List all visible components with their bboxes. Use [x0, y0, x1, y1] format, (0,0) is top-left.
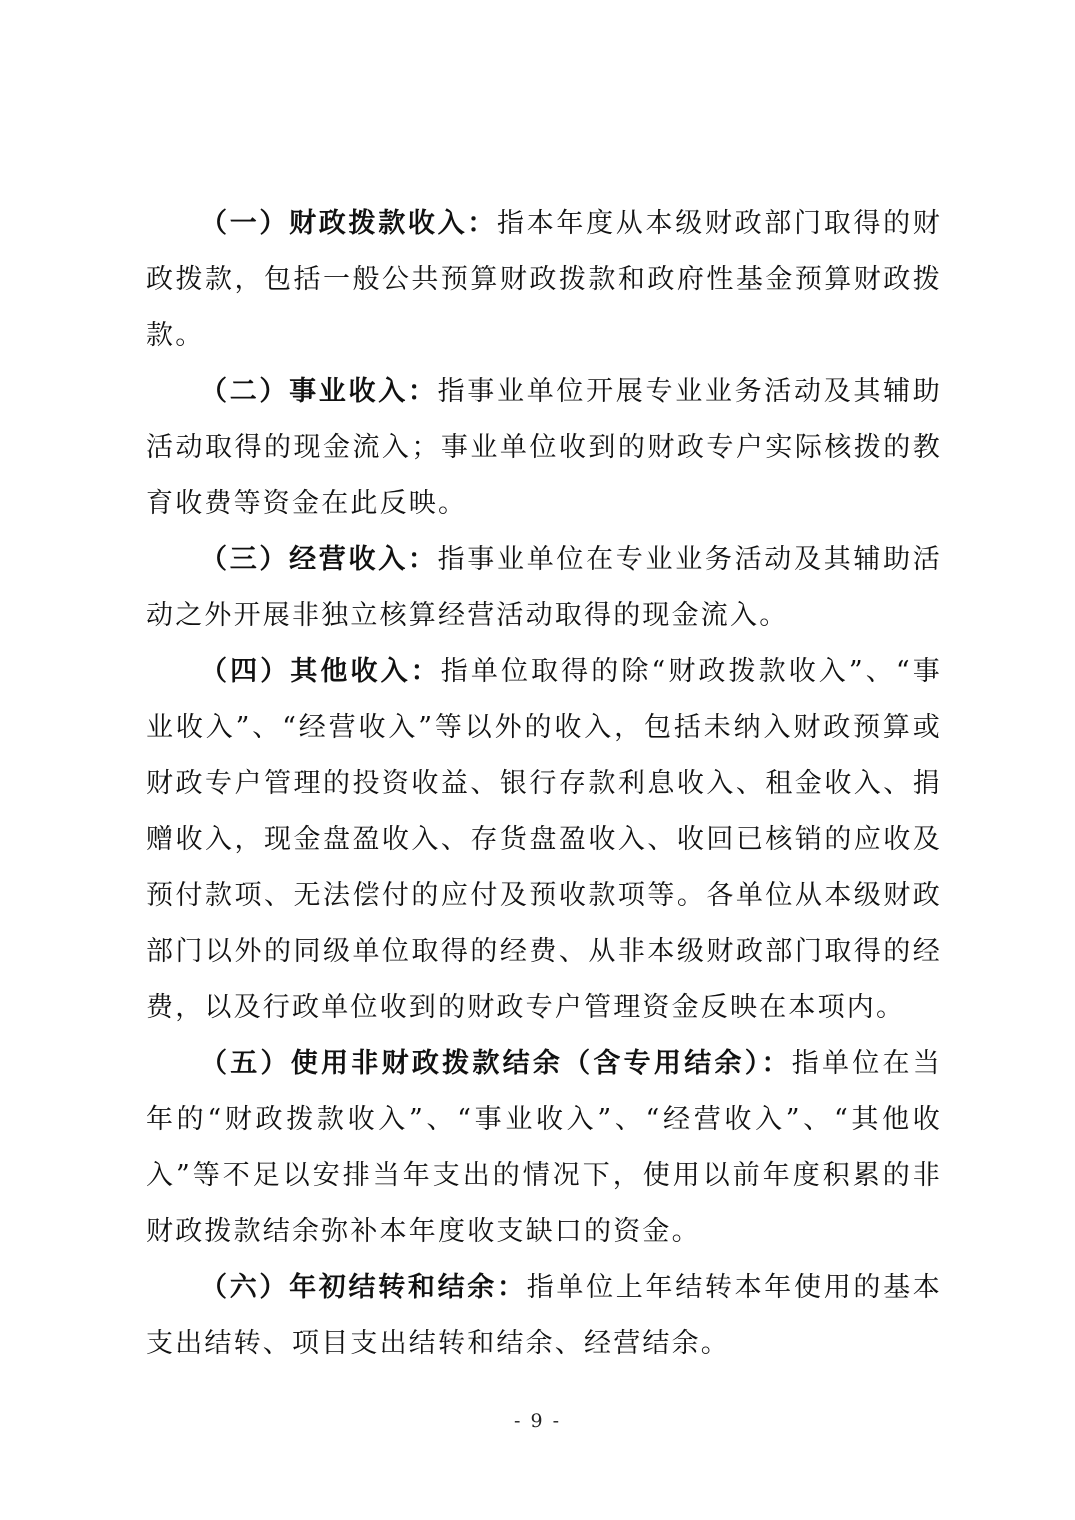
paragraph-text: 指单位取得的除“财政拨款收入”、“事业收入”、“经营收入”等以外的收入，包括未纳入财政预算或财政专户管理的投资收益、银行存款利息收入、租金收入、捐赠收入，现金盘盈收入、存货盘盈收入、收回已核销的应收及预付款项、无法偿付的应付及预收款项等。各单位从本级财政部门以外的同级单位取得的经费、从非本级财政部门取得的经费，以及行政单位收到的财政专户管理资金反映在本项内。: [146, 656, 942, 1023]
paragraph-text: 指单位在当年的“财政拨款收入”、“事业收入”、“经营收入”、“其他收入”等不足以安排当年支出的情况下，使用以前年度积累的非财政拨款结余弥补本年度收支缺口的资金。: [146, 1048, 942, 1247]
paragraph-heading: （三）经营收入：: [200, 544, 438, 575]
paragraph-business-income: [146, 364, 942, 532]
paragraph-heading: （二）事业收入：: [200, 376, 438, 407]
paragraph-non-fiscal-balance-use: [146, 1036, 942, 1260]
paragraph-text: 指本年度从本级财政部门取得的财政拨款，包括一般公共预算财政拨款和政府性基金预算财政拨款。: [146, 208, 942, 351]
paragraph-fiscal-appropriation-income: [146, 196, 942, 364]
paragraph-heading: （四）其他收入：: [200, 656, 441, 687]
paragraph-heading: （六）年初结转和结余：: [200, 1272, 527, 1303]
paragraph-operating-income: [146, 532, 942, 644]
paragraph-text: 指单位上年结转本年使用的基本支出结转、项目支出结转和结余、经营结余。: [146, 1272, 942, 1359]
paragraph-other-income: [146, 644, 942, 1036]
paragraph-text: 指事业单位在专业业务活动及其辅助活动之外开展非独立核算经营活动取得的现金流入。: [146, 544, 942, 631]
paragraph-carryover-balance: [146, 1260, 942, 1372]
page-number: - 9 -: [513, 1410, 561, 1432]
document-body: [146, 196, 942, 1372]
paragraph-heading: （一）财政拨款收入：: [200, 208, 497, 239]
paragraph-heading: （五）使用非财政拨款结余（含专用结余）：: [200, 1048, 792, 1079]
paragraph-text: 指事业单位开展专业业务活动及其辅助活动取得的现金流入；事业单位收到的财政专户实际核拨的教育收费等资金在此反映。: [146, 376, 942, 519]
